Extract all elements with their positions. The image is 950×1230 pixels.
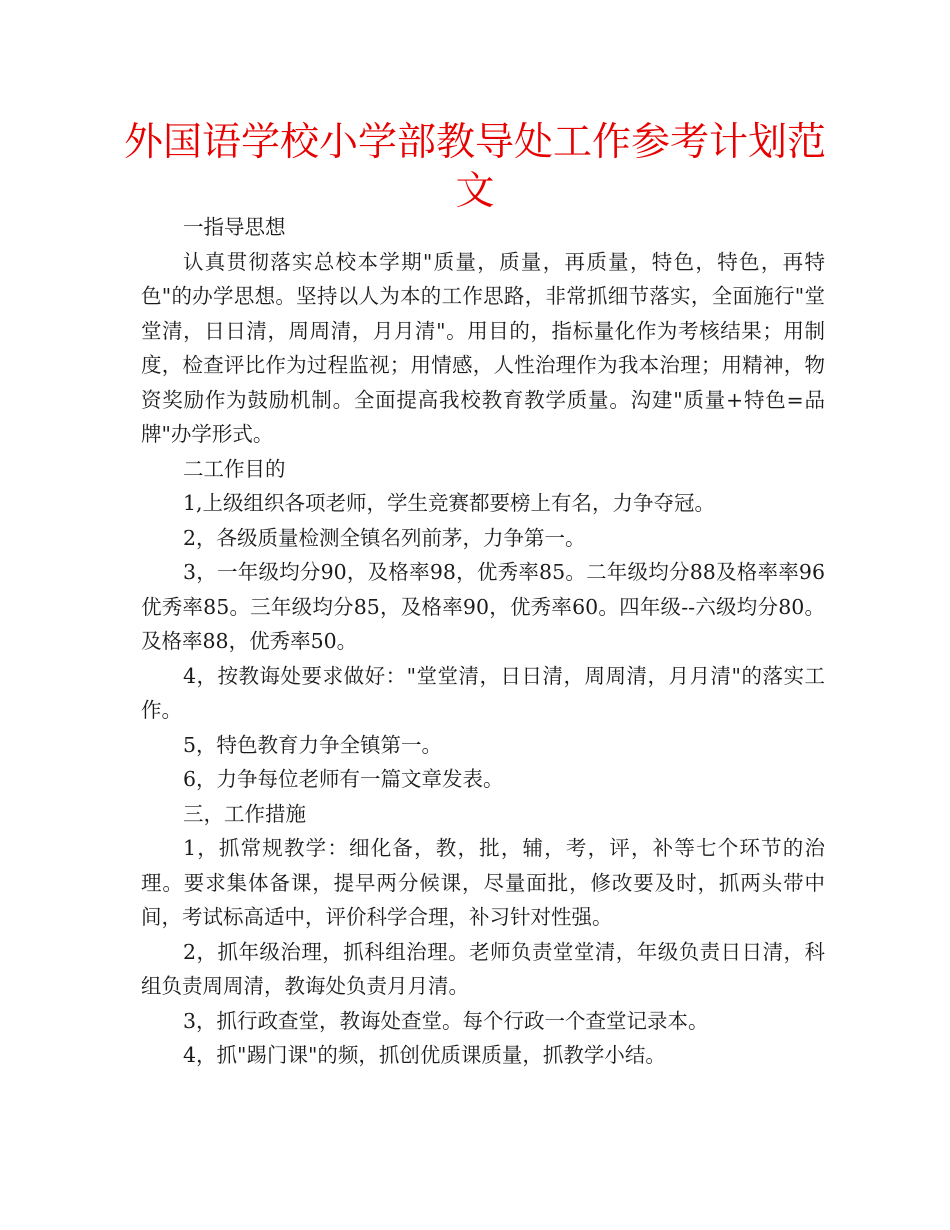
paragraph: 5，特色教育力争全镇第一。 [183, 732, 443, 757]
paragraph: 3，抓行政查堂，教诲处查堂。每个行政一个查堂记录本。 [183, 1008, 709, 1033]
paragraph: 4，抓"踢门课"的频，抓创优质课质量，抓教学小结。 [183, 1043, 666, 1067]
section-heading: 一指导思想 [183, 215, 286, 239]
paragraph: 2，各级质量检测全镇名列前茅，力争第一。 [183, 525, 586, 550]
section-heading: 三，工作措施 [183, 801, 306, 826]
paragraph: 3，一年级均分90，及格率98，优秀率85。二年级均分88及格率率96优秀率85。三年级均分85，及格率90，优秀率60。四年级--六级均分80。及格率88，优秀率50。 [141, 560, 825, 653]
document-title: 外国语学校小学部教导处工作参考计划范文 [123, 120, 826, 214]
paragraph: 认真贯彻落实总校本学期"质量，质量，再质量，特色，特色，再特色"的办学思想。坚持以人为本的工作思路，非常抓细节落实，全面施行"堂堂清，日日清，周周清，月月清"。用目的，指标量化作为考核结果；用制度，检查评比作为过程监视；用情感，人性治理作为我本治理；用精神，物资奖励作为鼓励机制。全面提高我校教育教学质量。沟建"质量+特色=品牌"办学形式。 [141, 249, 825, 446]
section-heading: 二工作目的 [183, 456, 286, 481]
paragraph: 4，按教诲处要求做好："堂堂清，日日清，周周清，月月清"的落实工作。 [141, 663, 825, 722]
paragraph: 2，抓年级治理，抓科组治理。老师负责堂堂清，年级负责日日清，科组负责周周清，教诲处负责月月清。 [141, 939, 825, 998]
paragraph: 1，抓常规教学：细化备，教，批，辅，考，评，补等七个环节的治理。要求集体备课，提早两分候课，尽量面批，修改要及时，抓两头带中间，考试标高适中，评价科学合理，补习针对性强。 [141, 836, 825, 929]
paragraph: 6，力争每位老师有一篇文章发表。 [183, 767, 504, 791]
document-body [141, 210, 825, 1073]
paragraph: 1,上级组织各项老师，学生竞赛都要榜上有名，力争夺冠。 [183, 491, 716, 515]
